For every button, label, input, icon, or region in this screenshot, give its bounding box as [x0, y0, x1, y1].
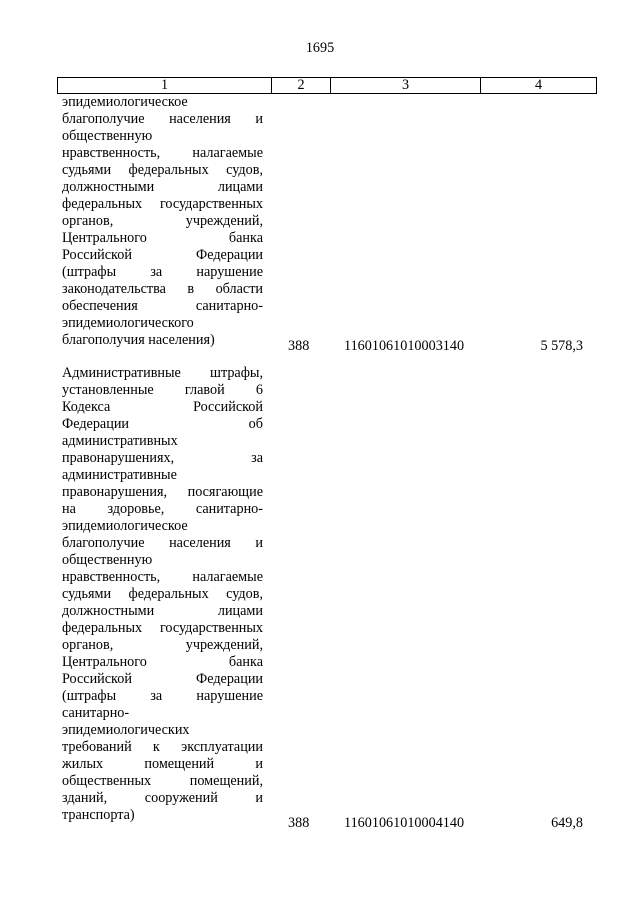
row-kbk: 11601061010003140: [344, 338, 465, 354]
description-line: судьями федеральных судов,: [62, 162, 263, 178]
row-amount: 649,8: [551, 815, 583, 831]
description-line: правонарушениях, за: [62, 450, 263, 466]
description-line: общественных помещений,: [62, 773, 263, 789]
description-line: санитарно-: [62, 705, 130, 721]
description-line: судьями федеральных судов,: [62, 586, 263, 602]
description-line: нравственность, налагаемые: [62, 569, 263, 585]
page-number: 1695: [305, 40, 335, 56]
description-line: эпидемиологического: [62, 315, 194, 331]
description-line: федеральных государственных: [62, 620, 263, 636]
description-line: должностными лицами: [62, 179, 263, 195]
header-cell-1: 1: [58, 78, 272, 93]
description-line: общественную: [62, 128, 153, 144]
row-code: 388: [288, 338, 310, 354]
description-line: органов, учреждений,: [62, 637, 263, 653]
description-line: установленные главой 6: [62, 382, 263, 398]
description-line: (штрафы за нарушение: [62, 264, 263, 280]
description-line: федеральных государственных: [62, 196, 263, 212]
description-line: благополучие населения и: [62, 535, 263, 551]
description-line: эпидемиологическое: [62, 518, 188, 534]
row-code: 388: [288, 815, 310, 831]
table-header-row: [57, 77, 597, 94]
description-line: транспорта): [62, 807, 135, 823]
row-kbk: 11601061010004140: [344, 815, 465, 831]
header-cell-2: 2: [272, 78, 331, 93]
description-line: требований к эксплуатации: [62, 739, 263, 755]
header-cell-3: 3: [331, 78, 481, 93]
description-line: административных: [62, 433, 178, 449]
description-line: Федерации об: [62, 416, 263, 432]
description-line: зданий, сооружений и: [62, 790, 263, 806]
description-line: Центрального банка: [62, 230, 263, 246]
description-line: должностными лицами: [62, 603, 263, 619]
description-line: Административные штрафы,: [62, 365, 263, 381]
description-line: правонарушения, посягающие: [62, 484, 263, 500]
description-line: Кодекса Российской: [62, 399, 263, 415]
description-line: административные: [62, 467, 177, 483]
description-line: на здоровье, санитарно-: [62, 501, 263, 517]
description-line: законодательства в области: [62, 281, 263, 297]
description-line: благополучия населения): [62, 332, 215, 348]
row-amount: 5 578,3: [540, 338, 583, 354]
description-line: обеспечения санитарно-: [62, 298, 263, 314]
description-line: общественную: [62, 552, 153, 568]
description-line: эпидемиологических: [62, 722, 190, 738]
description-line: благополучие населения и: [62, 111, 263, 127]
description-line: органов, учреждений,: [62, 213, 263, 229]
description-line: Российской Федерации: [62, 247, 263, 263]
description-line: Центрального банка: [62, 654, 263, 670]
description-line: Российской Федерации: [62, 671, 263, 687]
description-line: (штрафы за нарушение: [62, 688, 263, 704]
header-cell-4: 4: [534, 77, 543, 93]
description-line: эпидемиологическое: [62, 94, 188, 110]
description-line: нравственность, налагаемые: [62, 145, 263, 161]
description-line: жилых помещений и: [62, 756, 263, 772]
